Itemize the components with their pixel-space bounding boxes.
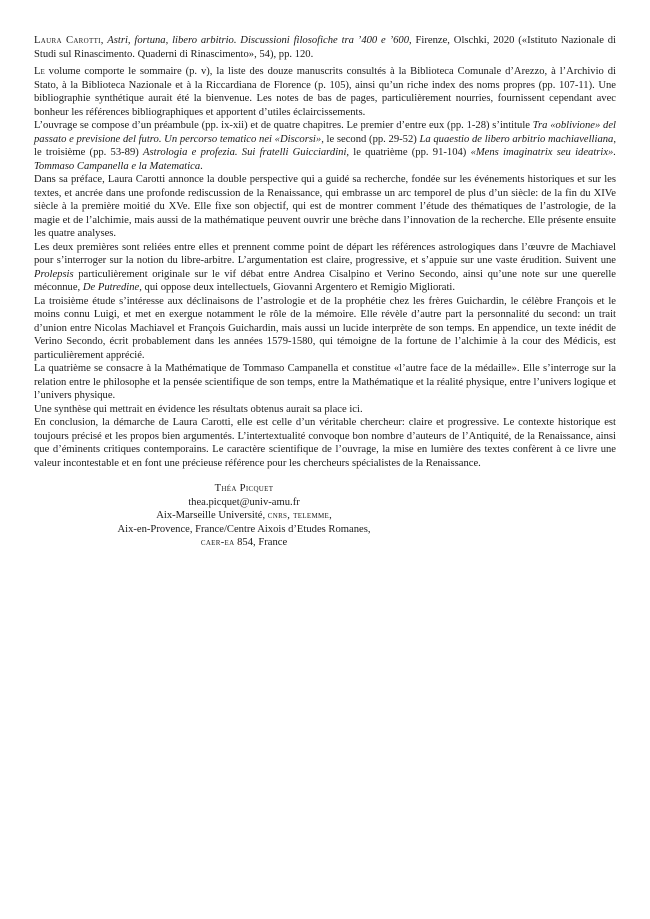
paragraph-fourth-study: La quatrième se consacre à la Mathématique de Tommaso Campanella et constitue «l’autre face de la médaille». Elle s’interroge sur la relation entre le philosophe et la pensée scientifique de son temps, entre la Mathématique et la réalité physique, entre l’univers logique et l’univers physique.	[34, 363, 616, 401]
paragraph-preface: Dans sa préface, Laura Carotti annonce la double perspective qui a guidé sa recherche, fondée sur les événements historiques et sur les textes, et ancrée dans une profonde rediscussion de la Renaissance, qui embrasse un arc temporel de plus d’un siècle: de la fin du XIVe siècle à la première moitié du XVe. Elle fixe son objectif, qui est de montrer comment l’étude des thématiques de l’astrologie, de la magie et de l’alchimie, mais aussi de la mathématique peuvent ouvrir une brèche dans l’innovation de la recherche. Elle présente ensuite les quatre analyses.	[34, 174, 616, 239]
paragraph-contents: Le volume comporte le sommaire (p. v), la liste des douze manuscrits consultés à la Biblioteca Comunale d’Arezzo, à l’Archivio di Stato, à la Biblioteca Nazionale et à la Riccardiana de Florence (p. 105), ainsi qu’un riche index des noms propres (pp. 107-11). Une bibliographie synthétique aurait été la bienvenue. Les notes de bas de pages, particulièrement nourries, fournissent cependant avec bonheur les références bibliographiques et apportent d’utiles éclaircissements.	[34, 66, 616, 118]
reviewer-affiliation-3: caer-ea 854, France	[200, 537, 288, 548]
chapter-title-4: «Mens imaginatrix seu ideatrix». Tommaso Campanella e la Matematica	[34, 147, 616, 172]
reviewer-email: thea.picquet@univ-amu.fr	[188, 496, 300, 508]
paragraph-synthesis: Une synthèse qui mettrait en évidence les résultats obtenus aurait sa place ici.	[34, 403, 363, 415]
de-putredine-title: De Putredine	[82, 282, 140, 293]
paragraph-conclusion: En conclusion, la démarche de Laura Carotti, elle est celle d’un véritable chercheur: claire et progressive. Le contexte historique est toujours précisé et les propos bien argumentés. L’intertextualité convoque bon nombre d’auteurs de l’Antiquité, de la Renaissance, ainsi que d’éminents critiques contemporains. Le caractère scientifique de l’ouvrage, la mise en lumière des textes confèrent à ce livre une valeur incontestable et en font une précieuse référence pour les chercheurs spécialistes de la Renaissance.	[34, 417, 616, 469]
initial-word: Le	[34, 66, 45, 77]
signature-block	[34, 482, 454, 550]
paragraph-first-studies: Les deux premières sont reliées entre elles et prennent comme point de départ les références astrologiques dans l’œuvre de Machiavel pour s’interroger sur la notion du libre-arbitre. L’argumentation est claire, progressive, et s’appuie sur une vaste érudition. Suivent une Prolepsis particulièrement originale sur le vif débat entre Andrea Cisalpino et Verino Secondo, ainsi qu’une note sur une querelle méconnue, De Putredine, qui oppose deux intellectuels, Giovanni Argentero et Remigio Migliorati.	[34, 241, 616, 293]
chapter-title-2: La quaestio de libero arbitrio machiavelliana	[419, 133, 614, 145]
review-page	[34, 34, 616, 550]
paragraph-third-study: La troisième étude s’intéresse aux déclinaisons de l’astrologie et de la prophétie chez les frères Guichardin, le célèbre François et le moins connu Luigi, et met en exergue notamment le rôle de la mémoire. Elle révèle d’autre part la personnalité du second: un trait d’union entre Nicolas Machiavel et François Guichardin, mais aussi un lucide interprète de son temps. En appendice, un texte inédit de Verino Secondo, écrit probablement dans les années 1579-1580, qui témoigne de la fortune de l’alchimie à la cour des Médicis, est particulièrement apprécié.	[34, 295, 616, 361]
reviewer-affiliation-1: Aix-Marseille Université, cnrs, telemme,	[156, 510, 332, 521]
publication-details: , Firenze, Olschki, 2020 («Istituto Nazionale di Studi sul Rinascimento. Quaderni di Rinascimento», 54), pp. 120.	[34, 35, 616, 60]
chapter-title-1: Tra «oblivione» del passato e previsione del futro. Un percorso tematico nei «Discorsi»	[34, 120, 616, 145]
review-header: Laura Carotti, Astri, fortuna, libero arbitrio. Discussioni filosofiche tra ’400 e ’600, Firenze, Olschki, 2020 («Istituto Nazionale di Studi sul Rinascimento. Quaderni di Rinascimento», 54), pp. 120.	[34, 35, 616, 60]
book-author: Laura Carotti	[34, 35, 101, 46]
prolepsis-title: Prolepsis	[34, 268, 74, 280]
paragraph-structure: L’ouvrage se compose d’un préambule (pp. ix-xii) et de quatre chapitres. Le premier d’entre eux (pp. 1-28) s’intitule Tra «oblivione» del passato e previsione del futro. Un percorso tematico nei «Discorsi», le second (pp. 29-52) La quaestio de libero arbitrio machiavelliana, le troisième (pp. 53-89) Astrologia e profezia. Sui fratelli Guicciardini, le quatrième (pp. 91-104) «Mens imaginatrix seu ideatrix». Tommaso Campanella e la Matematica.	[34, 120, 616, 172]
chapter-title-3: Astrologia e profezia. Sui fratelli Guicciardini	[143, 147, 347, 158]
reviewer-affiliation-2: Aix-en-Provence, France/Centre Aixois d’Etudes Romanes,	[117, 523, 371, 535]
reviewer-name: Théa Picquet	[214, 483, 274, 494]
book-title: Astri, fortuna, libero arbitrio. Discussioni filosofiche tra ’400 e ’600	[107, 35, 410, 46]
